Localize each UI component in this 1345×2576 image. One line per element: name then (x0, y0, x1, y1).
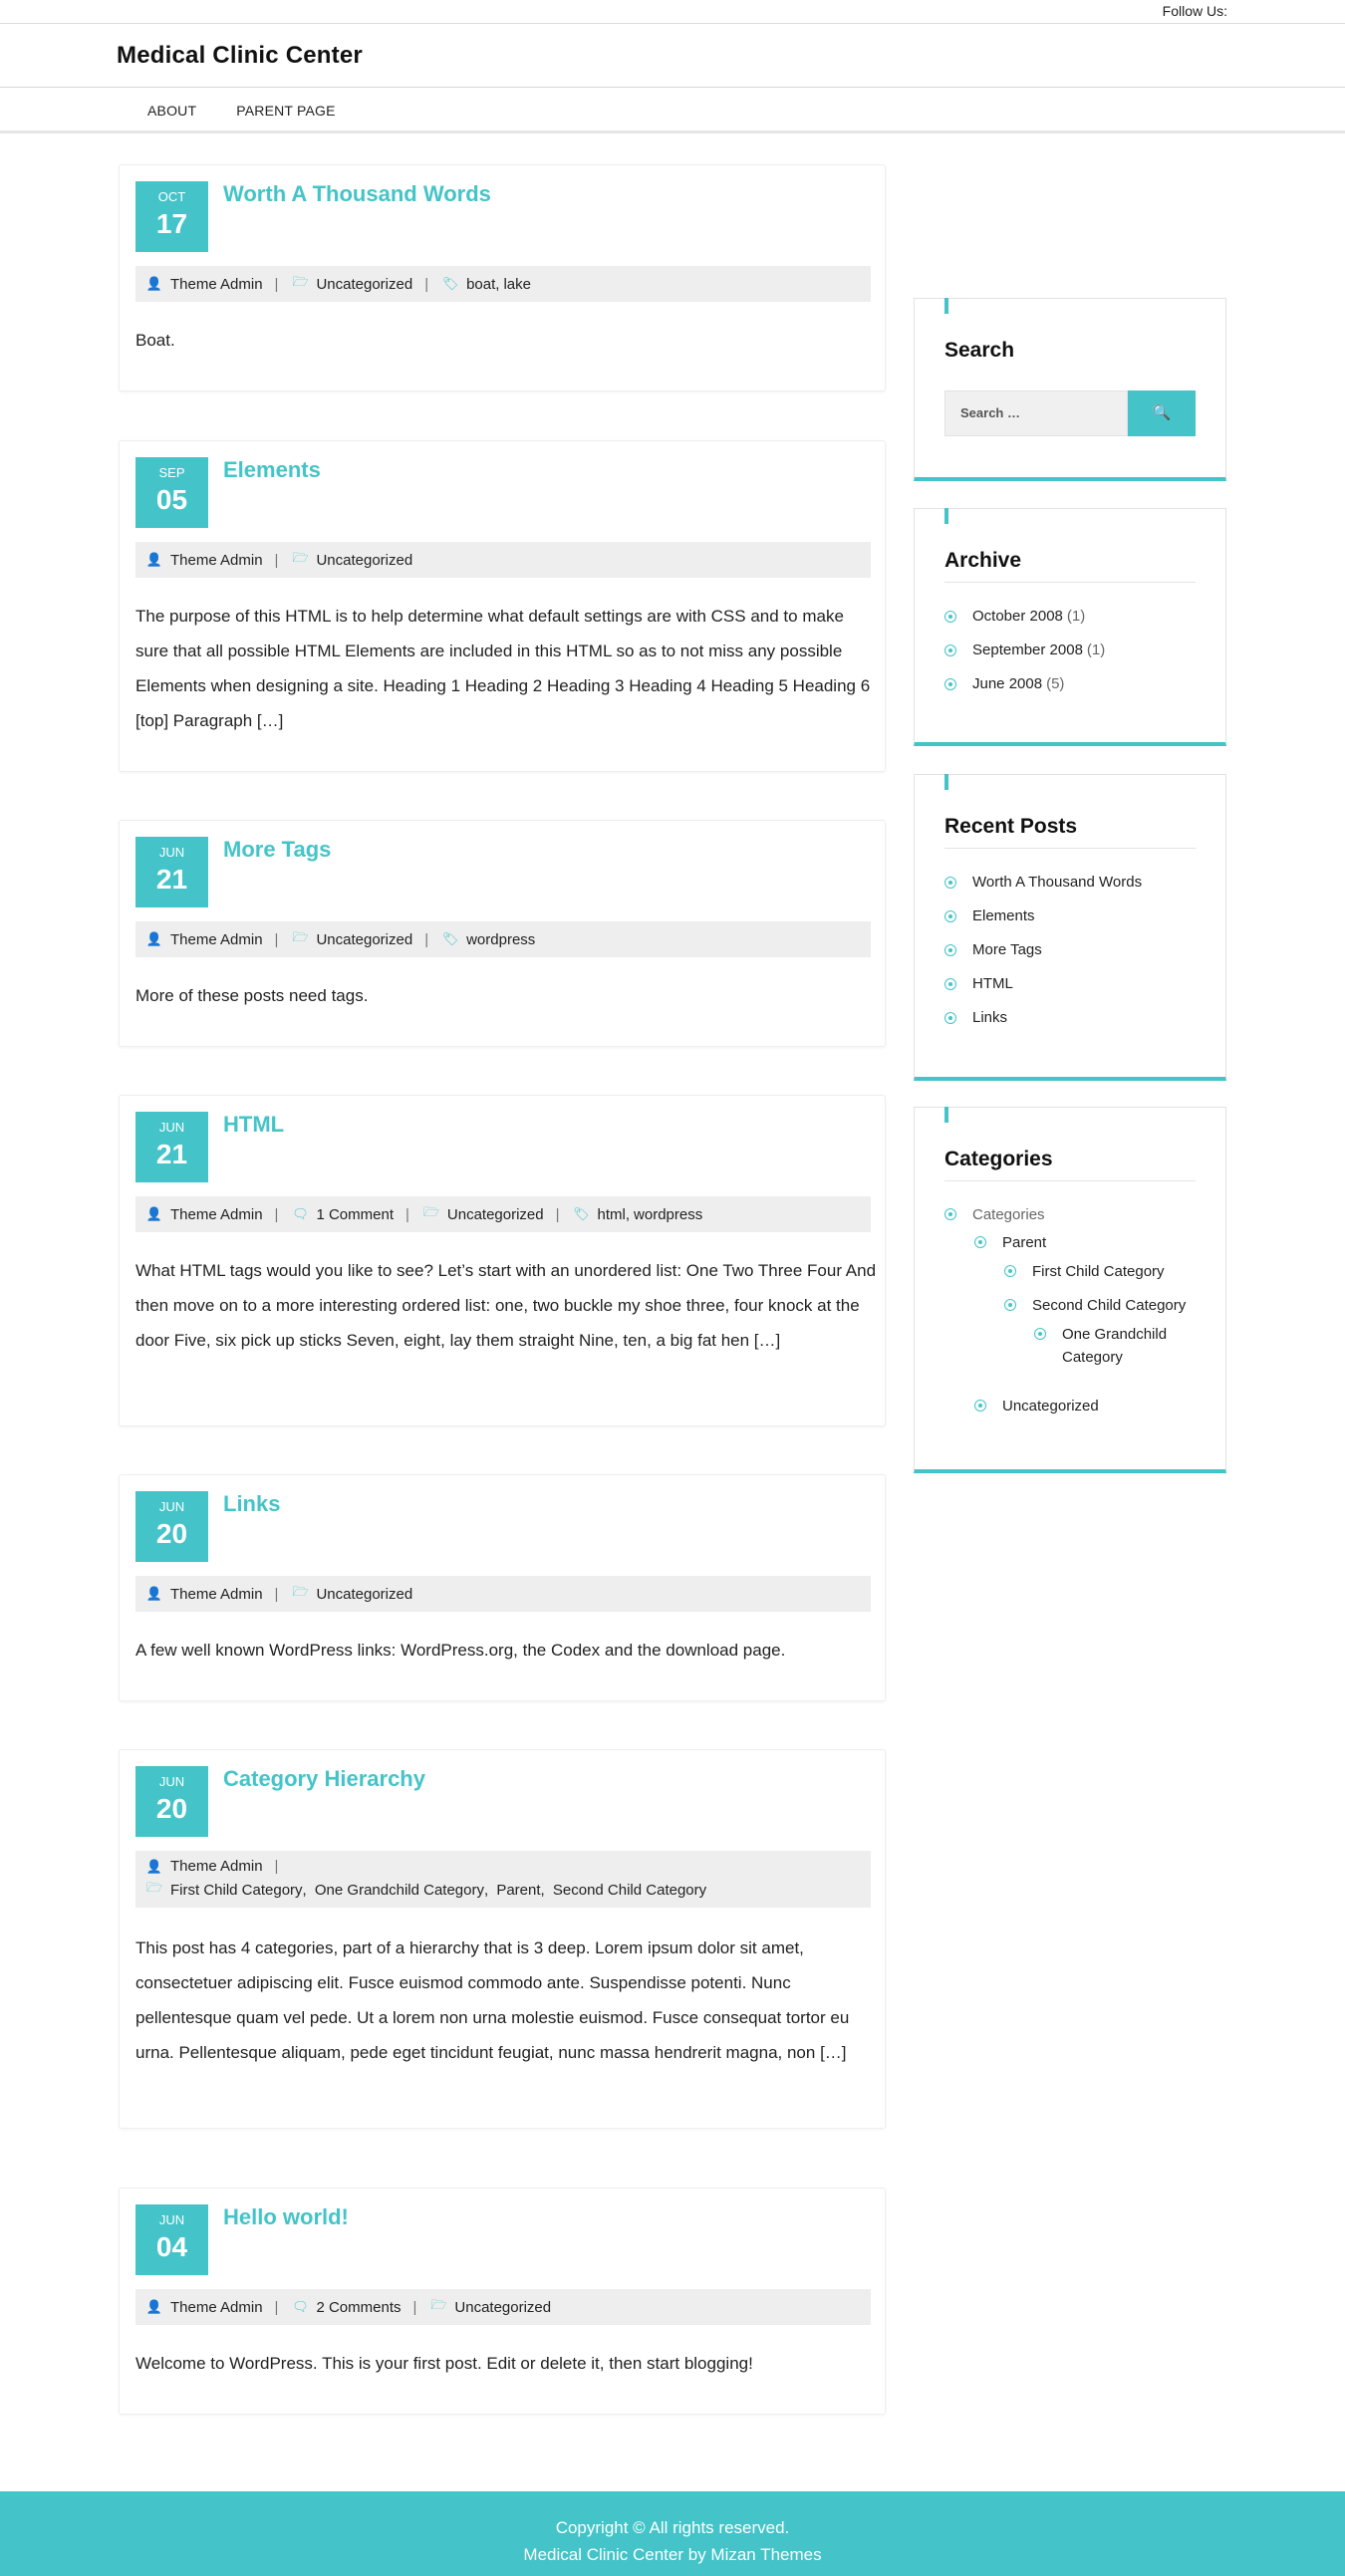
post-title[interactable]: Worth A Thousand Words (223, 181, 491, 206)
archive-link[interactable]: June 2008 (972, 675, 1043, 692)
category-link-first-child[interactable]: First Child Category (1032, 1263, 1165, 1280)
bullet-icon (944, 644, 956, 656)
bullet-icon (944, 611, 956, 623)
user-icon: 👤 (145, 931, 163, 946)
widget-accent (944, 1107, 948, 1123)
list-item (944, 607, 1105, 641)
archive-link[interactable]: September 2008 (972, 642, 1083, 658)
post-day: 04 (155, 2231, 188, 2262)
category-link-grandchild[interactable]: One Grandchild Category (1062, 1326, 1168, 1366)
category-item (1004, 1260, 1165, 1283)
widget-accent (944, 774, 948, 790)
post-meta: 👤 Theme Admin | 🗁 Uncategorized | 🏷 boat , lake (135, 266, 871, 302)
post-title[interactable]: More Tags (223, 837, 332, 862)
nav-item-about[interactable]: ABOUT (147, 103, 197, 119)
tag-icon: 🏷 (441, 931, 459, 946)
meta-separator: | (274, 275, 279, 293)
post-month: JUN (158, 1120, 185, 1135)
post-category-link[interactable]: Second Child Category (552, 1881, 707, 1899)
category-link-uncategorized[interactable]: Uncategorized (1002, 1398, 1099, 1415)
post-month: OCT (157, 189, 186, 204)
meta-separator: | (274, 1585, 279, 1603)
post-excerpt: Welcome to WordPress. This is your first post. Edit or delete it, then start blogging! (135, 2354, 753, 2373)
widget-divider (944, 582, 1196, 583)
post-excerpt: The purpose of this HTML is to help determine what default settings are with CSS and to make sure that all possible HTML Elements are included in this HTML so as to not miss any possible Elements when designing a site. Heading 1 Heading 2 Heading 3 Heading 4 Heading 5 Heading 6 [top] Paragraph […] (135, 607, 871, 730)
category-link-second-child[interactable]: Second Child Category (1032, 1297, 1187, 1314)
post-card (119, 164, 886, 391)
search-widget (914, 298, 1226, 481)
post-category-link[interactable]: First Child Category (170, 1881, 303, 1899)
widget-title: Recent Posts (944, 815, 1078, 838)
category-root: Categories (944, 1203, 1045, 1226)
post-author-link[interactable]: Theme Admin (170, 1858, 263, 1875)
post-meta (135, 2289, 871, 2325)
comments-icon: 🗨 (292, 2299, 309, 2314)
post-card (119, 1474, 886, 1701)
user-icon: 👤 (145, 1206, 163, 1221)
list-item (944, 940, 1142, 974)
post-date-badge (135, 1766, 208, 1837)
post-tag-link[interactable]: wordpress (466, 930, 536, 948)
bullet-icon (1004, 1265, 1016, 1277)
post-author-link[interactable]: Theme Admin (170, 930, 263, 948)
widget-divider (944, 848, 1196, 849)
widget-title: Categories (944, 1148, 1053, 1170)
folder-icon: 🗁 (430, 2297, 447, 2312)
post-month: SEP (158, 465, 185, 480)
post-card (119, 2188, 886, 2415)
post-tag-link[interactable]: lake (503, 275, 531, 293)
bullet-icon (974, 1236, 986, 1248)
comments-icon: 🗨 (292, 1206, 309, 1221)
post-card (119, 440, 886, 772)
post-day: 21 (155, 864, 188, 895)
post-author-link[interactable]: Theme Admin (170, 551, 263, 569)
post-title[interactable]: Links (223, 1491, 281, 1516)
bullet-icon (944, 1208, 956, 1220)
meta-separator: | (404, 1205, 409, 1223)
post-comments-link[interactable]: 2 Comments (316, 2298, 402, 2316)
post-excerpt: This post has 4 categories, part of a hierarchy that is 3 deep. Lorem ipsum dolor sit amet, consectetuer adipiscing elit. Fusce euismod commodo ante. Suspendisse potenti. Nunc pellentesque quam vel pede. Ut a lorem non urna molestie euismod. Fusce consequat tortor eu urna. Pellentesque aliquam, pede eget tincidunt feugiat, nunc massa hendrerit magna, non […] (135, 1938, 850, 2062)
list-item (944, 1008, 1142, 1042)
meta-separator: | (274, 1205, 279, 1223)
post-tag-link[interactable]: wordpress (634, 1205, 703, 1223)
meta-separator: | (274, 2298, 279, 2316)
recent-post-link[interactable]: More Tags (972, 941, 1042, 958)
post-month: JUN (158, 1499, 185, 1514)
follow-us-label: Follow Us: (1162, 3, 1227, 19)
post-category-link[interactable]: Uncategorized (316, 930, 413, 948)
recent-post-link[interactable]: Elements (972, 907, 1035, 924)
recent-posts-widget (914, 774, 1226, 1081)
widget-title: Archive (944, 549, 1022, 572)
post-title[interactable]: Category Hierarchy (223, 1766, 425, 1791)
footer-copyright: Copyright © All rights reserved. (555, 2518, 790, 2537)
search-icon: 🔍 (1152, 404, 1172, 421)
post-excerpt: More of these posts need tags. (135, 986, 369, 1005)
recent-post-link[interactable]: Links (972, 1009, 1008, 1026)
meta-separator: | (412, 2298, 417, 2316)
post-title[interactable]: HTML (223, 1112, 285, 1137)
user-icon: 👤 (145, 276, 163, 291)
list-item (944, 974, 1142, 1008)
category-item (974, 1395, 1099, 1417)
post-date-badge (135, 837, 208, 907)
post-day: 21 (155, 1139, 188, 1169)
archive-link[interactable]: October 2008 (972, 608, 1063, 625)
post-card (119, 820, 886, 1047)
post-day: 20 (155, 1518, 188, 1549)
post-meta: 👤 Theme Admin | 🗨 1 Comment | 🗁 Uncategorized | 🏷 html , wordpress (135, 1196, 871, 1232)
post-month: JUN (158, 1774, 185, 1789)
widget-divider (944, 1180, 1196, 1181)
meta-separator: | (274, 1858, 279, 1875)
bullet-icon (944, 877, 956, 889)
post-excerpt: What HTML tags would you like to see? Let’s start with an unordered list: One Two Three Four And then move on to a more interesting ordered list: one, two buckle my shoe three, four knock at the door Five, six pick up sticks Seven, eight, lay them straight Nine, ten, a big fat hen […] (135, 1261, 877, 1350)
list-item (944, 873, 1142, 906)
meta-separator: | (274, 551, 279, 569)
bullet-icon (944, 944, 956, 956)
recent-post-link[interactable]: Worth A Thousand Words (972, 874, 1143, 891)
main-nav (0, 88, 1345, 133)
folder-icon: 🗁 (292, 274, 309, 289)
post-excerpt: A few well known WordPress links: WordPress.org, the Codex and the download page. (135, 1641, 786, 1660)
folder-icon: 🗁 (422, 1204, 439, 1219)
widget-title: Search (944, 339, 1015, 362)
post-category-link[interactable]: Uncategorized (316, 275, 413, 293)
meta-separator: | (424, 275, 429, 293)
bullet-icon (1004, 1299, 1016, 1311)
list-item (944, 906, 1142, 940)
post-month: JUN (158, 2212, 185, 2227)
category-link-parent[interactable]: Parent (1002, 1234, 1047, 1251)
post-meta (135, 542, 871, 578)
post-date-badge (135, 2204, 208, 2275)
list-item (944, 674, 1105, 708)
post-month: JUN (158, 845, 185, 860)
post-category-link[interactable]: Parent (496, 1881, 541, 1899)
user-icon: 👤 (145, 1586, 163, 1601)
search-button[interactable] (1128, 390, 1196, 436)
search-input[interactable]: Search … (944, 390, 1128, 436)
folder-icon: 🗁 (292, 929, 309, 944)
post-meta: 👤 Theme Admin | 🗁 First Child Category , One Grandchild Category , Parent , Second Child Category (135, 1851, 871, 1908)
folder-icon: 🗁 (292, 550, 309, 565)
post-card (119, 1095, 886, 1426)
bullet-icon (944, 678, 956, 690)
post-category-link[interactable]: One Grandchild Category (314, 1881, 484, 1899)
meta-separator: | (274, 930, 279, 948)
post-title[interactable]: Elements (223, 457, 321, 482)
post-day: 17 (155, 208, 188, 239)
widget-accent (944, 508, 948, 524)
post-excerpt: Boat. (135, 331, 175, 350)
bullet-icon (1034, 1328, 1046, 1340)
tag-icon: 🏷 (573, 1206, 590, 1221)
site-footer (0, 2491, 1345, 2576)
folder-icon: 🗁 (292, 1584, 309, 1599)
post-category-link[interactable]: Uncategorized (316, 551, 413, 569)
archive-widget (914, 508, 1226, 746)
site-title[interactable]: Medical Clinic Center (117, 42, 363, 69)
recent-post-link[interactable]: HTML (972, 975, 1013, 992)
post-meta (135, 1576, 871, 1612)
footer-credit[interactable]: Medical Clinic Center by Mizan Themes (523, 2545, 822, 2564)
list-item (944, 641, 1105, 674)
post-day: 20 (155, 1793, 188, 1824)
user-icon: 👤 (145, 1858, 163, 1874)
folder-icon: 🗁 (145, 1880, 163, 1895)
category-item (1034, 1323, 1167, 1369)
post-category-link[interactable]: Uncategorized (454, 2298, 552, 2316)
post-tag-link[interactable]: boat (466, 275, 496, 293)
post-author-link[interactable]: Theme Admin (170, 275, 263, 293)
bullet-icon (944, 910, 956, 922)
post-day: 05 (155, 484, 188, 515)
post-category-link[interactable]: Uncategorized (316, 1585, 413, 1603)
category-item (1004, 1294, 1186, 1317)
categories-widget (914, 1107, 1226, 1473)
bullet-icon (944, 1012, 956, 1024)
post-meta (135, 921, 871, 957)
archive-count: (5) (1046, 675, 1065, 692)
nav-item-parent-page[interactable]: PARENT PAGE (236, 103, 336, 119)
post-author-link[interactable]: Theme Admin (170, 1585, 263, 1603)
post-card (119, 1749, 886, 2129)
post-date-badge (135, 181, 208, 252)
post-date-badge (135, 457, 208, 528)
tag-icon: 🏷 (441, 276, 459, 291)
top-bar (0, 0, 1345, 24)
post-date-badge (135, 1112, 208, 1182)
post-title[interactable]: Hello world! (223, 2204, 349, 2229)
meta-separator: | (555, 1205, 560, 1223)
site-header (0, 24, 1345, 88)
meta-separator: | (424, 930, 429, 948)
post-author-link[interactable]: Theme Admin (170, 2298, 263, 2316)
post-category-link[interactable]: Uncategorized (446, 1205, 544, 1223)
user-icon: 👤 (145, 552, 163, 567)
post-author-link[interactable]: Theme Admin (170, 1205, 263, 1223)
widget-accent (944, 298, 948, 314)
user-icon: 👤 (145, 2299, 163, 2314)
bullet-icon (944, 978, 956, 990)
category-item (974, 1231, 1046, 1254)
post-comments-link[interactable]: 1 Comment (316, 1205, 394, 1223)
post-tag-link[interactable]: html (597, 1205, 626, 1223)
bullet-icon (974, 1400, 986, 1412)
archive-count: (1) (1066, 608, 1086, 625)
post-date-badge (135, 1491, 208, 1562)
archive-count: (1) (1086, 642, 1106, 658)
